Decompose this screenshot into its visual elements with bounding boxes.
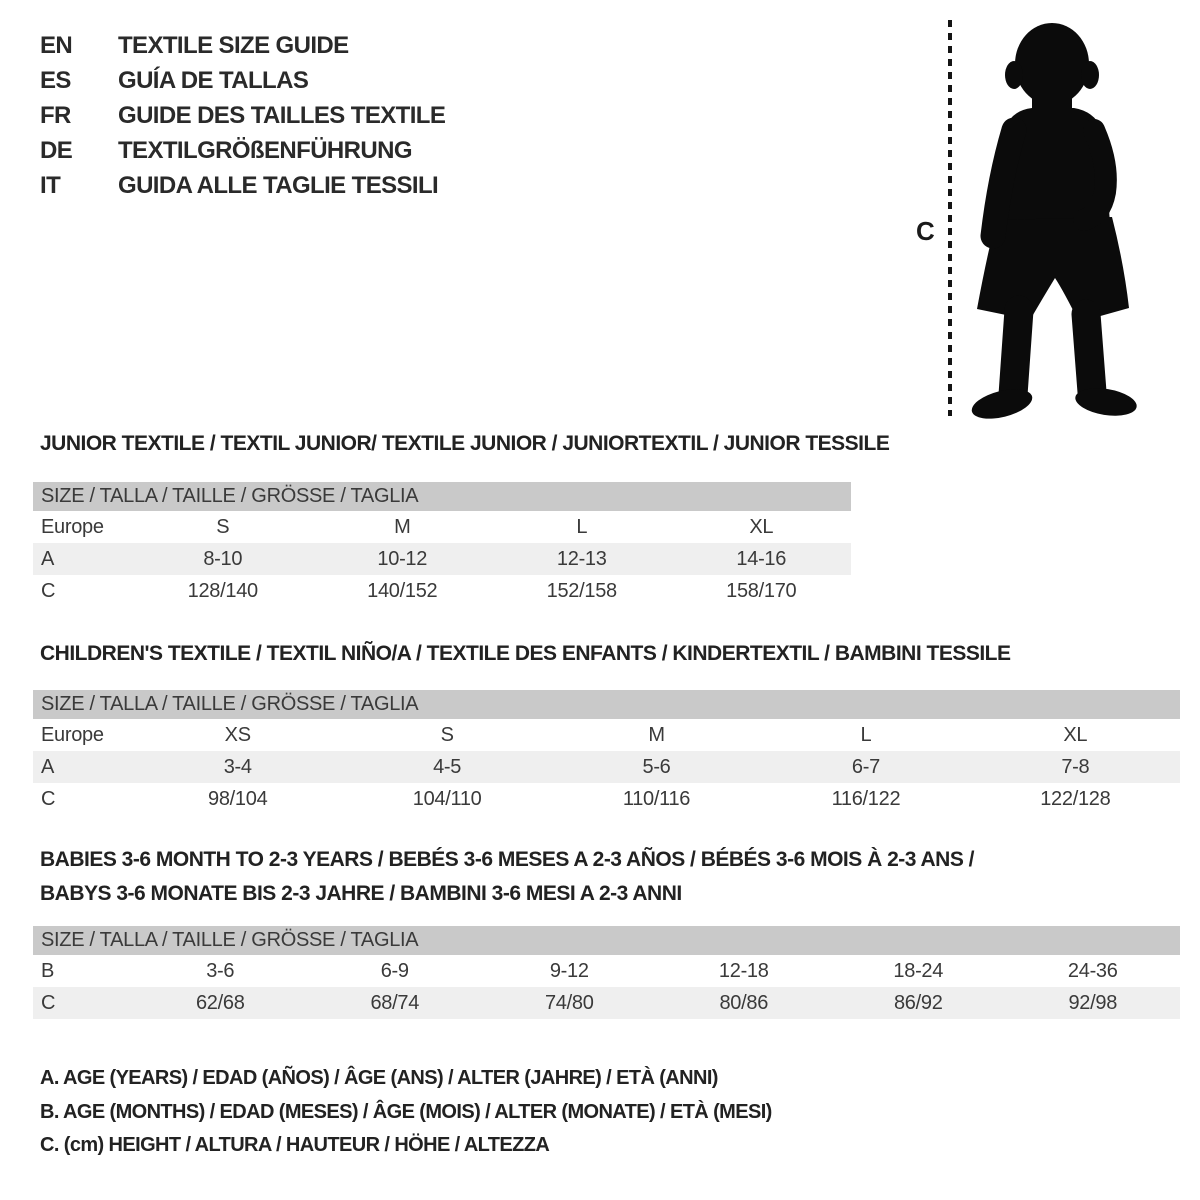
table-row — [33, 955, 1180, 987]
height-cell: 140/152 — [367, 579, 438, 602]
table-row — [33, 719, 1180, 751]
legend-line-height-cm: C. (cm) HEIGHT / ALTURA / HAUTEUR / HÖHE / ALTEZZA — [40, 1134, 550, 1156]
table-row — [33, 511, 851, 543]
language-row — [40, 133, 445, 168]
size-cell: S — [216, 515, 230, 538]
height-cell: 152/158 — [546, 579, 617, 602]
table-row — [33, 987, 1180, 1019]
language-row — [40, 168, 445, 203]
babies-table-title-line1: BABIES 3-6 MONTH TO 2-3 YEARS / BEBÉS 3-6 MESES A 2-3 AÑOS / BÉBÉS 3-6 MOIS À 2-3 ANS / — [40, 848, 975, 871]
height-measure-label: C — [916, 216, 935, 246]
age-cell: 9-12 — [549, 959, 589, 982]
language-title: TEXTILGRÖßENFÜHRUNG — [118, 136, 412, 164]
language-title: TEXTILE SIZE GUIDE — [118, 31, 349, 59]
language-title: GUÍA DE TALLAS — [118, 66, 309, 94]
age-cell: 3-6 — [206, 959, 235, 982]
height-cell: 158/170 — [726, 579, 797, 602]
language-row — [40, 98, 445, 133]
height-cell: 86/92 — [893, 991, 943, 1014]
age-cell: 4-5 — [433, 755, 462, 778]
size-cell: XL — [749, 515, 774, 538]
row-label: C — [41, 787, 56, 810]
age-cell: 10-12 — [377, 547, 428, 570]
age-cell: 24-36 — [1067, 959, 1118, 982]
size-cell: S — [440, 723, 454, 746]
size-cell: M — [394, 515, 411, 538]
size-cell: XS — [224, 723, 251, 746]
babies-table-title-line2: BABYS 3-6 MONATE BIS 2-3 JAHRE / BAMBINI 3-6 MESI A 2-3 ANNI — [40, 882, 682, 905]
language-code: DE — [40, 136, 73, 164]
row-label: C — [41, 579, 56, 602]
height-cell: 74/80 — [544, 991, 594, 1014]
table-row — [33, 575, 851, 607]
age-cell: 12-13 — [556, 547, 607, 570]
row-label: A — [41, 755, 55, 778]
height-cell: 128/140 — [187, 579, 258, 602]
measurement-legend — [40, 1062, 772, 1163]
age-cell: 6-7 — [851, 755, 880, 778]
language-title-list — [40, 28, 445, 203]
size-cell: L — [576, 515, 588, 538]
size-cell: XL — [1063, 723, 1088, 746]
children-size-table — [33, 690, 1180, 815]
size-cell: L — [860, 723, 872, 746]
age-cell: 7-8 — [1061, 755, 1090, 778]
height-cell: 122/128 — [1040, 787, 1111, 810]
height-cell: 116/122 — [831, 787, 901, 810]
row-label: B — [41, 959, 55, 982]
row-label: A — [41, 547, 55, 570]
legend-line-age-years: A. AGE (YEARS) / EDAD (AÑOS) / ÂGE (ANS) / ALTER (JAHRE) / ETÀ (ANNI) — [40, 1067, 718, 1089]
row-label: Europe — [41, 723, 104, 746]
table-row — [33, 751, 1180, 783]
junior-size-table — [33, 482, 851, 607]
height-measure-dashed-line — [948, 20, 952, 416]
row-label: C — [41, 991, 56, 1014]
age-cell: 6-9 — [380, 959, 409, 982]
language-title: GUIDE DES TAILLES TEXTILE — [118, 101, 446, 129]
age-cell: 3-4 — [223, 755, 252, 778]
junior-table-title: JUNIOR TEXTILE / TEXTIL JUNIOR/ TEXTILE JUNIOR / JUNIORTEXTIL / JUNIOR TESSILE — [40, 432, 890, 455]
language-row — [40, 63, 445, 98]
age-cell: 8-10 — [203, 547, 243, 570]
age-cell: 18-24 — [893, 959, 944, 982]
age-cell: 5-6 — [642, 755, 671, 778]
size-header-bar: SIZE / TALLA / TAILLE / GRÖSSE / TAGLIA — [33, 482, 851, 511]
language-code: ES — [40, 66, 71, 94]
row-label: Europe — [41, 515, 104, 538]
height-cell: 98/104 — [208, 787, 268, 810]
legend-line-age-months: B. AGE (MONTHS) / EDAD (MESES) / ÂGE (MOIS) / ALTER (MONATE) / ETÀ (MESI) — [40, 1100, 772, 1123]
age-cell: 12-18 — [718, 959, 769, 982]
language-code: FR — [40, 101, 71, 129]
height-cell: 92/98 — [1068, 991, 1118, 1014]
table-row — [33, 783, 1180, 815]
height-cell: 62/68 — [195, 991, 245, 1014]
toddler-silhouette-image — [962, 12, 1147, 422]
height-cell: 68/74 — [370, 991, 420, 1014]
height-cell: 110/116 — [622, 787, 691, 810]
age-cell: 14-16 — [736, 547, 787, 570]
height-cell: 104/110 — [412, 787, 482, 810]
size-header-bar: SIZE / TALLA / TAILLE / GRÖSSE / TAGLIA — [33, 926, 1180, 955]
table-row — [33, 543, 851, 575]
size-cell: M — [648, 723, 665, 746]
height-cell: 80/86 — [719, 991, 769, 1014]
babies-size-table — [33, 926, 1180, 1019]
language-code: IT — [40, 171, 61, 199]
children-table-title: CHILDREN'S TEXTILE / TEXTIL NIÑO/A / TEXTILE DES ENFANTS / KINDERTEXTIL / BAMBINI TESSILE — [40, 642, 1011, 665]
size-header-bar: SIZE / TALLA / TAILLE / GRÖSSE / TAGLIA — [33, 690, 1180, 719]
language-title: GUIDA ALLE TAGLIE TESSILI — [118, 171, 439, 199]
language-row — [40, 28, 445, 63]
language-code: EN — [40, 31, 73, 59]
